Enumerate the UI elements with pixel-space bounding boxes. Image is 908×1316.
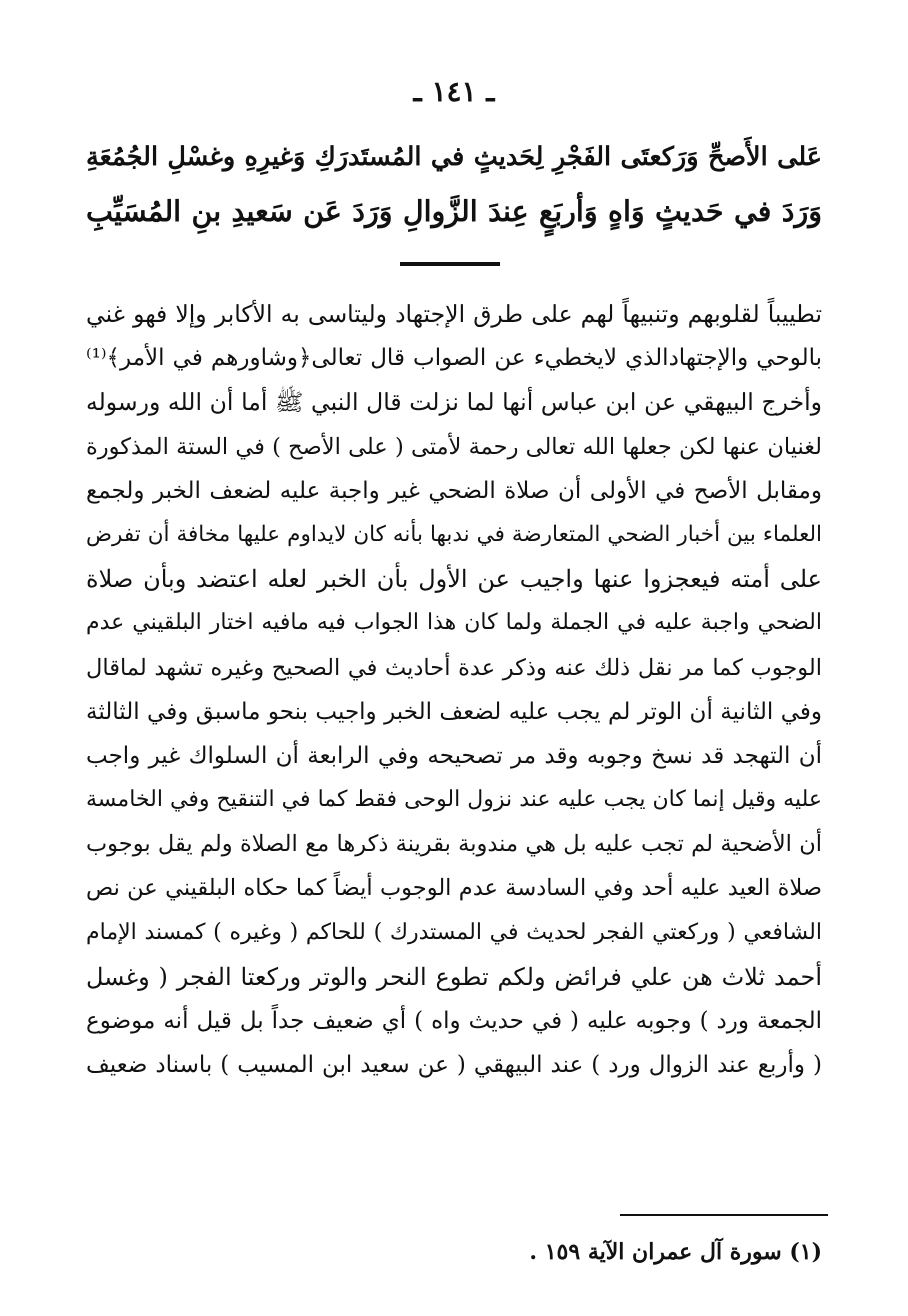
text-line: وأخرج البيهقي عن ابن عباس أنها لما نزلت قال النبي ﷺ أما أن الله ورسوله	[86, 388, 822, 417]
page-number: ـ ١٤١ ـ	[413, 75, 495, 108]
text-line: الوجوب كما مر نقل ذلك عنه وذكر عدة أحاديث في الصحيح وغيره تشهد لماقال	[86, 654, 822, 681]
commentary-text	[86, 292, 822, 1087]
text-line: عليه وقيل إنما كان يجب عليه عند نزول الوحى فقط كما في التنقيح وفي الخامسة	[86, 787, 822, 813]
text-line: وفي الثانية أن الوتر لم يجب عليه لضعف الخبر واجيب بنحو ماسبق وفي الثالثة	[86, 698, 822, 725]
footnote-divider	[620, 1214, 828, 1216]
text-line: لغنيان عنها لكن جعلها الله تعالى رحمة لأمتى ( على الأصح ) في الستة المذكورة	[86, 433, 822, 460]
text-line: العلماء بين أخبار الضحي المتعارضة في ندبها بأنه كان لايداوم عليها مخافة أن تفرض	[86, 521, 822, 547]
matn-line: عَلى الأَصحِّ وَرَكعتَى الفَجْرِ لِحَديثٍ في المُستَدرَكِ وَغيرِهِ وغسْلِ الجُمُعَةِ	[86, 142, 822, 172]
text-line: الضحي واجبة عليه في الجملة ولما كان هذا الجواب فيه مافيه اختار البلقيني عدم	[86, 610, 822, 636]
text-line: الشافعي ( وركعتي الفجر لحديث في المستدرك ) للحاكم ( وغيره ) كمسند الإمام	[86, 919, 822, 945]
text-line: الجمعة ورد ) وجوبه عليه ( في حديث واه ) أي ضعيف جداً بل قيل أنه موضوع	[86, 1008, 822, 1034]
text-line: بالوحي والإجتهادالذي لايخطيء عن الصواب قال تعالى﴿وشاورهم في الأمر﴾⁽¹⁾	[86, 345, 822, 372]
matn-line: وَرَدَ في حَديثٍ وَاهٍ وَأربَعٍ عِندَ الزَّوالِ وَرَدَ عَن سَعيدِ بنِ المُسَيِّبِ	[86, 194, 822, 228]
text-line: أحمد ثلاث هن علي فرائض ولكم تطوع النحر والوتر وركعتا الفجر ( وغسل	[86, 962, 822, 991]
text-line: أن التهجد قد نسخ وجوبه وقد مر تصحيحه وفي الرابعة أن السلواك غير واجب	[86, 742, 822, 769]
text-line: على أمته فيعجزوا عنها واجيب عن الأول بأن الخبر لعله اعتضد وبأن صلاة	[86, 565, 822, 594]
section-separator	[400, 262, 500, 266]
text-line: أن الأضحية لم تجب عليه بل هي مندوبة بقرينة ذكرها مع الصلاة ولم يقل بوجوب	[86, 831, 822, 858]
text-line: ومقابل الأصح في الأولى أن صلاة الضحي غير واجبة عليه لضعف الخبر ولجمع	[86, 477, 822, 504]
text-line: تطييباً لقلوبهم وتنبيهاً لهم على طرق الإجتهاد وليتاسى به الأكابر وإلا فهو غني	[86, 300, 822, 328]
text-line: ( وأربع عند الزوال ورد ) عند البيهقي ( عن سعيد ابن المسيب ) باسناد ضعيف	[86, 1052, 822, 1079]
text-line: صلاة العيد عليه أحد وفي السادسة عدم الوجوب أيضاً كما حكاه البلقيني عن نص	[86, 875, 822, 902]
matn-text	[86, 130, 822, 238]
footnote: (١) سورة آل عمران الآية ١٥٩ .	[529, 1239, 822, 1265]
